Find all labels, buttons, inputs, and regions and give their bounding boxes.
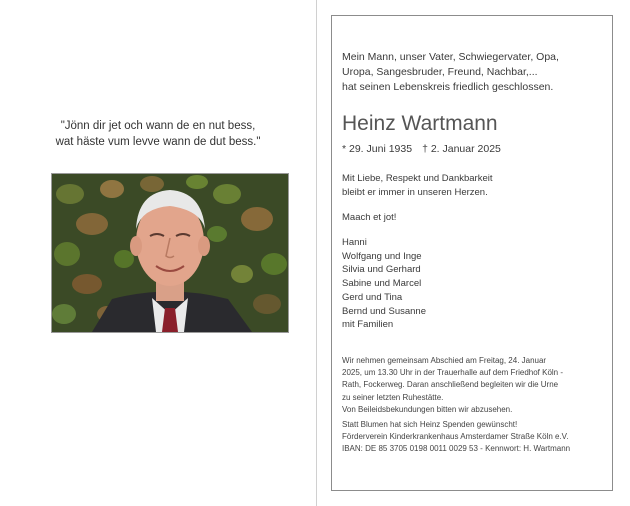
- birth-date: * 29. Juni 1935: [342, 143, 413, 155]
- notice-line: 2025, um 13.30 Uhr in der Trauerhalle auf dem Friedhof Köln -: [342, 368, 564, 378]
- family-list: [342, 236, 426, 332]
- notice-line: zu seiner letzten Ruhestätte.: [342, 392, 444, 402]
- quote-line-1: "Jönn dir jet och wann de en nut bess,: [60, 120, 256, 132]
- motto: Maach et jot!: [342, 212, 397, 223]
- quote: [0, 118, 316, 150]
- quote-line-2: wat häste vum levve wann de dut bess.": [55, 136, 261, 148]
- notice-line: Wir nehmen gemeinsam Abschied am Freitag, 24. Januar: [342, 356, 547, 365]
- family-member: Sabine und Marcel: [342, 278, 422, 290]
- notice-line: Rath, Fockerweg. Daran anschließend begleiten wir die Urne: [342, 380, 559, 390]
- intro-line-3: hat seinen Lebenskreis friedlich geschlossen.: [342, 81, 554, 93]
- intro-line-1: Mein Mann, unser Vater, Schwiegervater, Opa,: [342, 51, 559, 63]
- death-date: † 2. Januar 2025: [422, 143, 501, 155]
- portrait-photo: [51, 173, 289, 333]
- fold-divider: [316, 0, 317, 506]
- family-member: Wolfgang und Inge: [342, 250, 422, 262]
- family-member: Gerd und Tina: [342, 291, 403, 303]
- family-member: Bernd und Susanne: [342, 305, 426, 317]
- tribute-line-2: bleibt er immer in unseren Herzen.: [342, 187, 488, 198]
- donation-line: Förderverein Kinderkrankenhaus Amsterdamer Straße Köln e.V.: [342, 432, 569, 442]
- tribute-line-1: Mit Liebe, Respekt und Dankbarkeit: [342, 173, 493, 184]
- notice-line: Von Beileidsbekundungen bitten wir abzusehen.: [342, 404, 513, 414]
- life-dates: [342, 143, 501, 155]
- intro-text: [342, 50, 559, 95]
- intro-line-2: Uropa, Sangesbruder, Freund, Nachbar,...: [342, 66, 538, 78]
- family-member: mit Familien: [342, 319, 394, 331]
- funeral-notice: [342, 355, 570, 456]
- family-member: Hanni: [342, 237, 367, 248]
- donation-line: Statt Blumen hat sich Heinz Spenden gewünscht!: [342, 420, 518, 430]
- family-member: Silvia und Gerhard: [342, 264, 421, 276]
- deceased-name: Heinz Wartmann: [342, 112, 498, 135]
- donation-line: IBAN: DE 85 3705 0198 0011 0029 53 - Kennwort: H. Wartmann: [342, 444, 571, 454]
- tribute-text: [342, 172, 493, 200]
